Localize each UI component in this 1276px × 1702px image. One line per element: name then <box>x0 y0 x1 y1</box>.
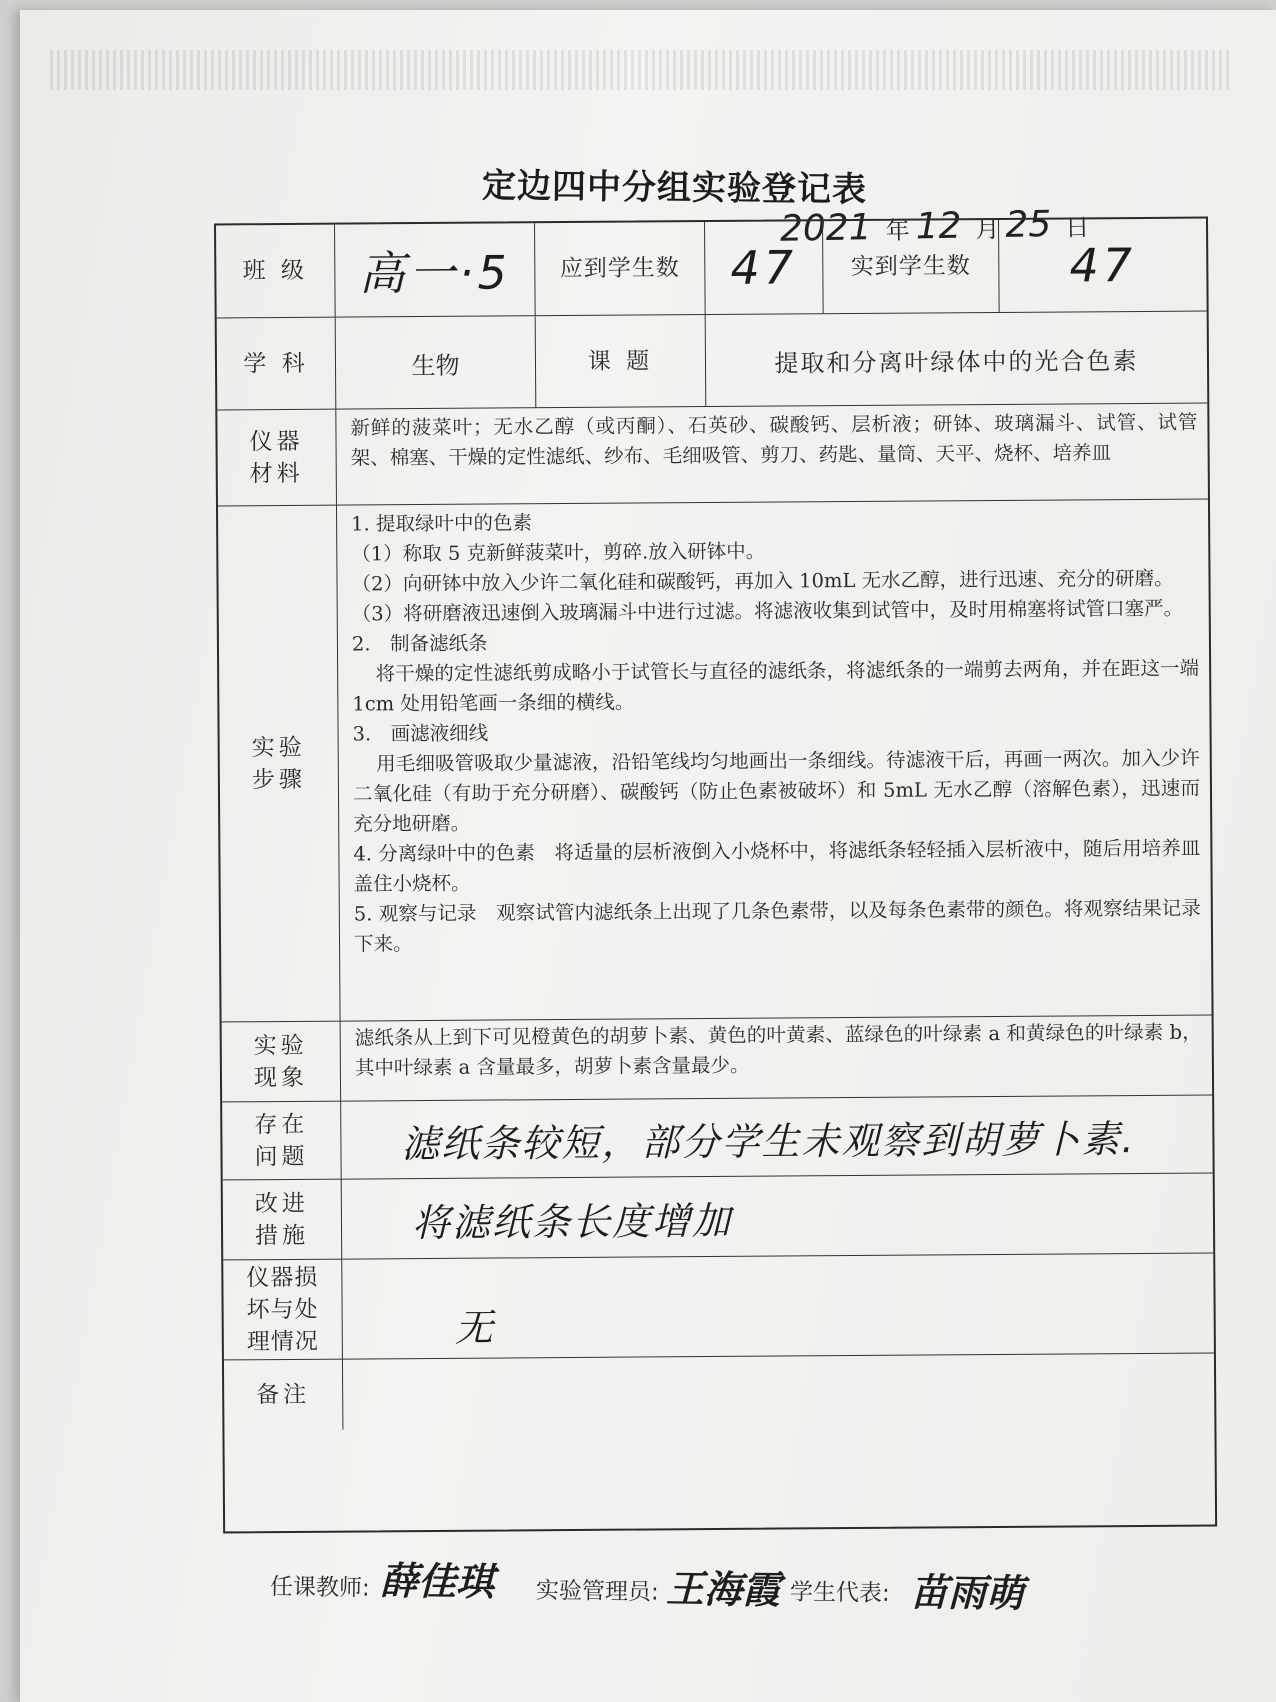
step-line: 4. 分离绿叶中的色素 将适量的层析液倒入小烧杯中，将滤纸条轻轻插入层析液中，随后用培养皿盖住小烧杯。 <box>353 836 1201 896</box>
date-year-unit: 年 <box>885 216 910 245</box>
row-class-info <box>216 219 1207 318</box>
damage-value: 无 <box>341 1254 1214 1360</box>
row-materials <box>217 403 1208 507</box>
step-line: 1. 提取绿叶中的色素 <box>351 511 533 536</box>
steps-label: 实验步骤 <box>251 734 306 794</box>
registration-table <box>214 214 1217 1534</box>
row-remarks <box>224 1353 1214 1431</box>
step-line: 将干燥的定性滤纸剪成略小于试管长与直径的滤纸条，将滤纸条的一端剪去两角，并在距这一端 1cm 处用铅笔画一条细的横线。 <box>352 656 1200 716</box>
materials-text: 新鲜的菠菜叶；无水乙醇（或丙酮）、石英砂、碳酸钙、层析液；研钵、玻璃漏斗、试管、试管架、棉塞、干燥的定性滤纸、纱布、毛细吸管、剪刀、药匙、量筒、天平、烧杯、培养皿 <box>335 404 1208 506</box>
step-line: 2. 制备滤纸条 <box>351 631 488 656</box>
row-damage <box>223 1253 1214 1361</box>
admin-label: 实验管理员: <box>535 1577 659 1606</box>
date-day-unit: 日 <box>1065 213 1090 242</box>
phenomenon-text: 滤纸条从上到下可见橙黄色的胡萝卜素、黄色的叶黄素、蓝绿色的叶绿素 a 和黄绿色的叶绿素 b，其中叶绿素 a 含量最多，胡萝卜素含量最少。 <box>340 1016 1213 1102</box>
topic-label: 课 题 <box>535 315 706 408</box>
row-steps <box>218 499 1212 1023</box>
subject-label: 学 科 <box>243 350 309 378</box>
class-value: 高一·5 <box>334 223 535 316</box>
teacher-label: 任课教师: <box>269 1574 370 1602</box>
row-problems <box>222 1095 1213 1181</box>
phenomenon-label: 实验现象 <box>253 1032 309 1092</box>
problems-label: 存在问题 <box>254 1111 309 1171</box>
improvements-value: 将滤纸条长度增加 <box>341 1174 1214 1260</box>
materials-label: 仪器材料 <box>249 428 304 488</box>
remarks-label: 备注 <box>256 1381 311 1409</box>
step-line: （1）称取 5 克新鲜菠菜叶，剪碎.放入研钵中。 <box>351 539 766 566</box>
step-line: （3）将研磨液迅速倒入玻璃漏斗中进行过滤。将滤液收集到试管中，及时用棉塞将试管口塞严。 <box>351 596 1184 626</box>
step-line: 5. 观察与记录 观察试管内滤纸条上出现了几条色素带，以及每条色素带的颜色。将观察结果记录下来。 <box>353 896 1201 956</box>
row-improvements <box>223 1173 1214 1261</box>
student-label: 学生代表: <box>789 1579 890 1607</box>
damage-label: 仪器损坏与处理情况 <box>246 1264 319 1356</box>
improvements-label: 改进措施 <box>254 1190 310 1250</box>
date-month: 12 <box>915 205 962 248</box>
remarks-value <box>342 1354 1214 1430</box>
paper-sheet <box>20 10 1276 1702</box>
date-day: 25 <box>1005 204 1052 246</box>
row-subject-topic <box>217 311 1208 411</box>
signature-line <box>270 1548 1251 1632</box>
date-year: 2021 <box>779 207 872 250</box>
actual-students-label: 实到学生数 <box>822 220 999 313</box>
subject-value: 生物 <box>335 316 536 409</box>
student-signature: 苗雨萌 <box>909 1569 1025 1616</box>
steps-text <box>336 500 1212 1022</box>
actual-students-value: 47 <box>998 219 1207 312</box>
teacher-signature: 薛佳琪 <box>379 1557 495 1605</box>
expected-students-label: 应到学生数 <box>534 222 705 315</box>
print-bleed-texture <box>50 50 1230 90</box>
class-label: 班 级 <box>242 257 309 285</box>
step-line: （2）向研钵中放入少许二氧化硅和碳酸钙，再加入 10mL 无水乙醇，进行迅速、充分的研磨。 <box>351 566 1174 596</box>
admin-signature: 王海霞 <box>665 1565 781 1613</box>
form-title: 定边四中分组实验登记表 <box>481 165 868 211</box>
date-month-unit: 月 <box>975 214 1000 244</box>
step-line: 3. 画滤液细线 <box>352 721 489 746</box>
step-line: 用毛细吸管吸取少量滤液，沿铅笔线均匀地画出一条细线。待滤液干后，再画一两次。加入少许二氧化硅（有助于充分研磨）、碳酸钙（防止色素被破坏）和 5mL 无水乙醇（溶解色素），迅速而充分地研磨。 <box>352 746 1201 836</box>
problems-value: 滤纸条较短，部分学生未观察到胡萝卜素. <box>340 1096 1213 1180</box>
row-phenomenon <box>222 1015 1213 1103</box>
expected-students-value: 47 <box>704 221 823 314</box>
topic-value: 提取和分离叶绿体中的光合色素 <box>705 312 1208 408</box>
